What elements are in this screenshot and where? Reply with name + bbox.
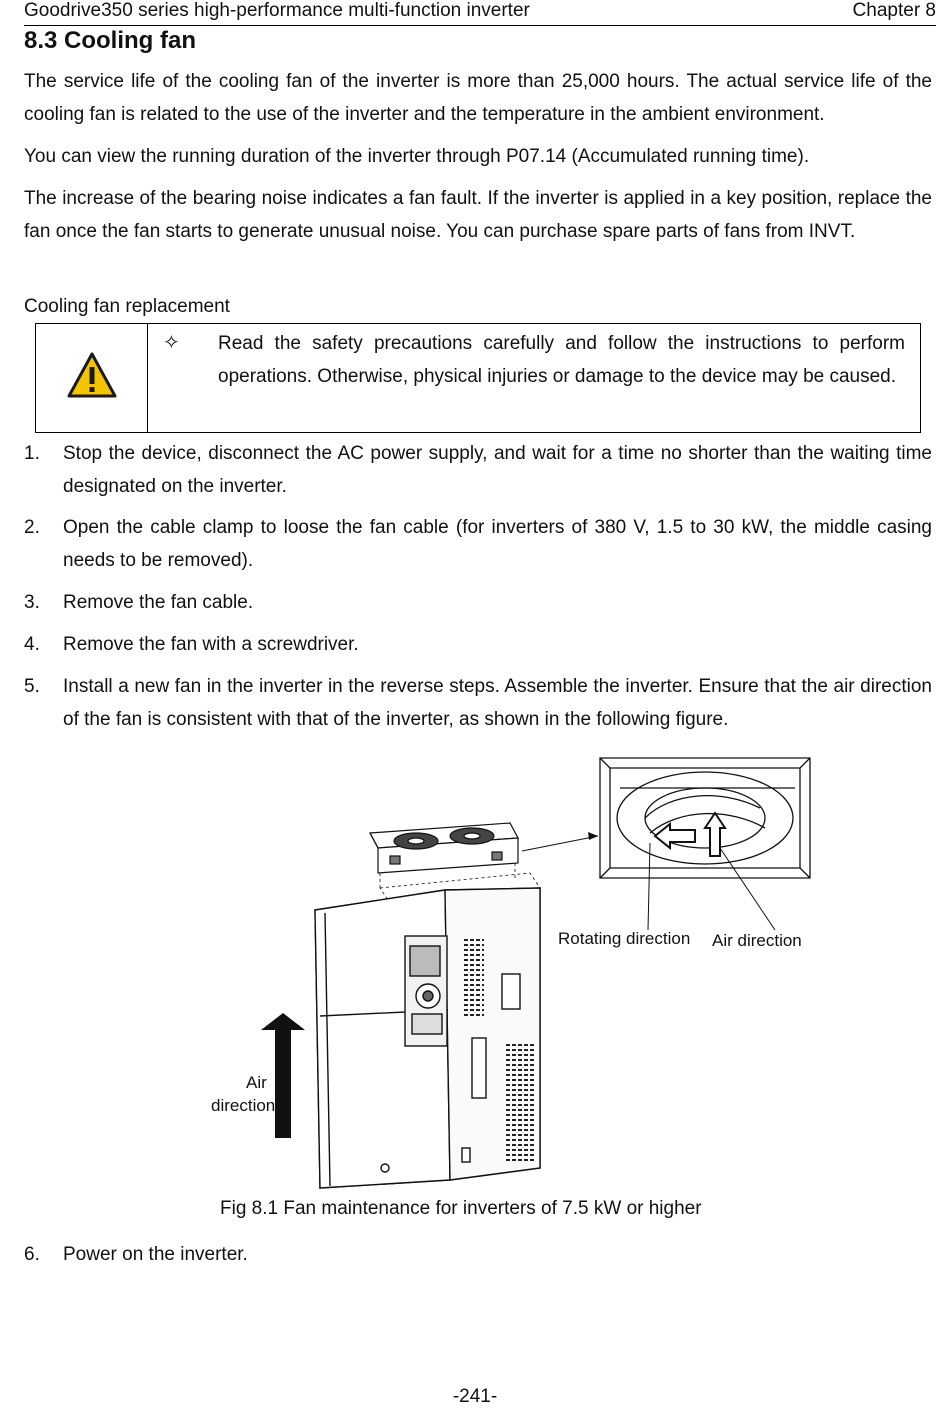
page-header	[24, 0, 936, 26]
step-text: Open the cable clamp to loose the fan cable (for inverters of 380 V, 1.5 to 30 kW, the middle casing needs to be removed).	[63, 517, 932, 571]
document-title: Goodrive350 series high-performance multi-function inverter	[24, 0, 530, 21]
step-text: Install a new fan in the inverter in the reverse steps. Assemble the inverter. Ensure that the air direction of the fan is consistent with that of the inverter, as shown in the following figure.	[63, 676, 932, 730]
inverter-fan-illustration	[200, 748, 820, 1193]
warning-icon-cell	[36, 324, 148, 432]
step-number: 4.	[24, 634, 40, 655]
step-number: 5.	[24, 676, 40, 697]
step-text: Stop the device, disconnect the AC power supply, and wait for a time no shorter than the waiting time designated on the inverter.	[63, 443, 932, 497]
warning-triangle-icon	[67, 352, 117, 398]
subheading-fan-replacement: Cooling fan replacement	[24, 296, 230, 317]
warning-text: Read the safety precautions carefully and follow the instructions to perform operations. Otherwise, physical injuries or damage to the device may be caused.	[218, 333, 905, 387]
paragraph-running-time: You can view the running duration of the inverter through P07.14 (Accumulated running time).	[24, 146, 810, 167]
step-text: Power on the inverter.	[63, 1244, 248, 1265]
chapter-label: Chapter 8	[852, 0, 936, 21]
step-number: 2.	[24, 517, 40, 538]
bullet-diamond-icon: ✧	[163, 332, 180, 354]
step-number: 3.	[24, 592, 40, 613]
fan-detail	[600, 758, 810, 878]
step-text: Remove the fan with a screwdriver.	[63, 634, 359, 655]
step-text: Remove the fan cable.	[63, 592, 254, 613]
figure-caption: Fig 8.1 Fan maintenance for inverters of 7.5 kW or higher	[220, 1198, 702, 1219]
section-title: 8.3 Cooling fan	[24, 27, 197, 54]
paragraph-service-life: The service life of the cooling fan of the inverter is more than 25,000 hours. The actual service life of the cooling fan is related to the use of the inverter and the temperature in the ambient environment.	[24, 71, 932, 125]
label-air-direction-right: Air direction	[712, 931, 802, 950]
fan-module	[370, 823, 518, 873]
step-number: 6.	[24, 1244, 40, 1265]
fan-maintenance-figure	[200, 748, 820, 1198]
label-rotating-direction: Rotating direction	[558, 929, 691, 948]
warning-box	[35, 323, 921, 433]
label-air-direction-left-2: direction	[211, 1096, 276, 1115]
inverter-body	[315, 888, 540, 1188]
paragraph-fan-fault: The increase of the bearing noise indicates a fan fault. If the inverter is applied in a key position, replace the fan once the fan starts to generate unusual noise. You can purchase spare parts of fans from INVT.	[24, 188, 932, 242]
step-number: 1.	[24, 443, 40, 464]
page-number: -241-	[452, 1386, 498, 1407]
air-direction-arrow	[261, 1013, 305, 1138]
label-air-direction-left-1: Air	[246, 1073, 267, 1092]
